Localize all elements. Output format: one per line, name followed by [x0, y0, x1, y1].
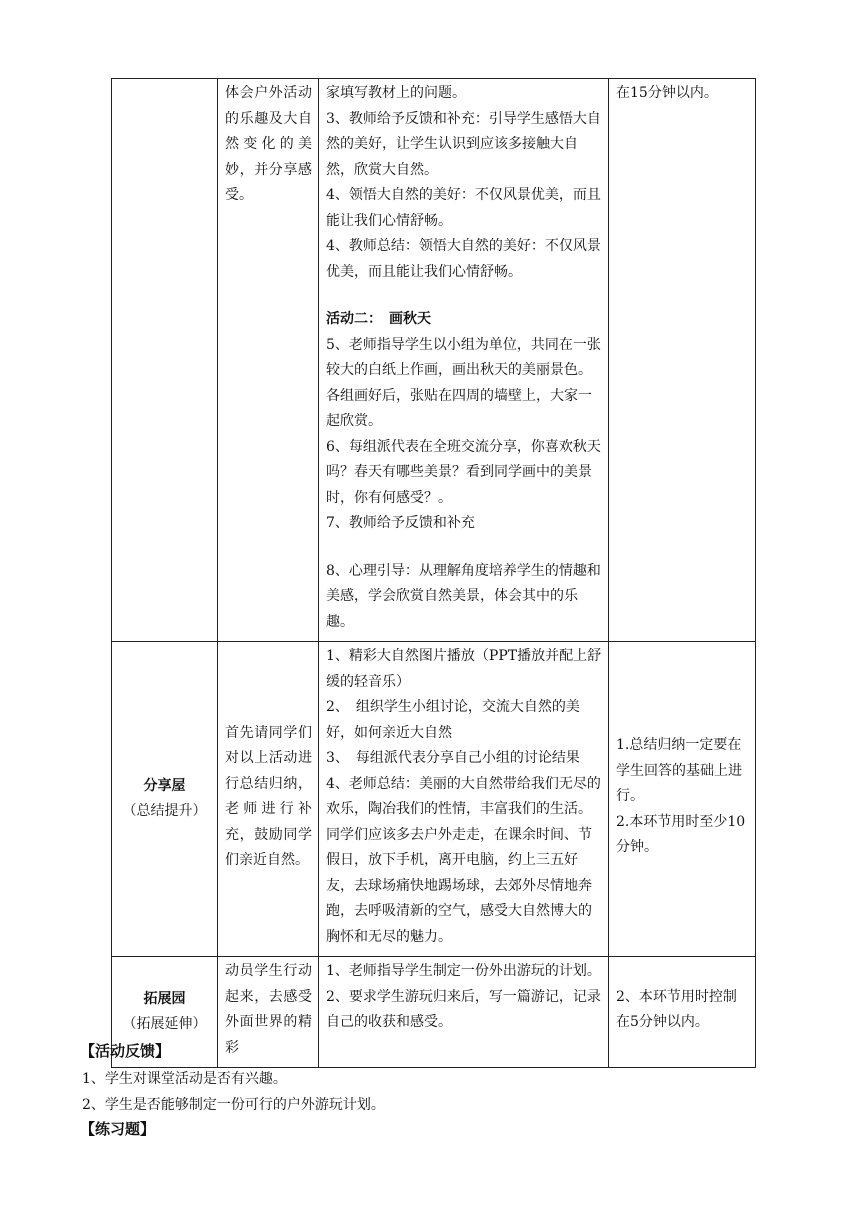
- goal-cell: 动员学生行动起来，去感受外面世界的精彩: [218, 957, 319, 1068]
- table-row-share: [112, 642, 756, 957]
- note-line: 1.总结归纳一定要在学生回答的基础上进行。: [616, 737, 742, 805]
- table-row-extend: [112, 957, 756, 1068]
- process-line: 4、领悟大自然的美好：不仅风景优美，而且能让我们心情舒畅。: [326, 187, 601, 229]
- lesson-plan-table: [111, 78, 756, 1068]
- section-name: 拓展园: [143, 990, 186, 1007]
- process-line: 5、老师指导学生以小组为单位，共同在一张较大的白纸上作画，画出秋天的美丽景色。各组画好后，张贴在四周的墙壁上，大家一起欣赏。: [326, 336, 601, 429]
- note-cell: 在15分钟以内。: [609, 79, 756, 642]
- process-line: 家填写教材上的问题。: [326, 85, 466, 101]
- activity-title: 活动二： 画秋天: [326, 311, 431, 327]
- process-line: 1、精彩大自然图片播放（PPT播放并配上舒缓的轻音乐）: [326, 648, 602, 690]
- section-subtitle: （总结提升）: [122, 803, 207, 819]
- process-cell: [319, 957, 609, 1068]
- process-line: 1、老师指导学生制定一份外出游玩的计划。: [326, 963, 601, 979]
- process-line: 4、教师总结：领悟大自然的美好：不仅风景优美，而且能让我们心情舒畅。: [326, 238, 601, 280]
- process-cell: [319, 79, 609, 642]
- feedback-heading: 【活动反馈】: [80, 1042, 171, 1060]
- goal-cell: 体会户外活动的乐趣及大自然变化的美妙，并分享感受。: [218, 79, 319, 642]
- feedback-item: 1、学生对课堂活动是否有兴趣。: [82, 1071, 287, 1087]
- process-line: 3、 每组派代表分享自己小组的讨论结果: [326, 750, 580, 766]
- note-cell: [609, 642, 756, 957]
- spacer: [326, 537, 602, 559]
- process-cell: [319, 642, 609, 957]
- process-line: 2、 组织学生小组讨论，交流大自然的美好，如何亲近大自然: [326, 699, 580, 741]
- spacer: [326, 285, 602, 307]
- process-line: 6、每组派代表在全班交流分享，你喜欢秋天吗？春天有哪些美景？看到同学画中的美景时，你有何感受？。: [326, 438, 601, 506]
- note-line: 2.本环节用时至少10分钟。: [616, 813, 746, 856]
- process-line: 8、心理引导：从理解角度培养学生的情趣和美感，学会欣赏自然美景，体会其中的乐趣。: [326, 562, 601, 630]
- process-line: 3、教师给予反馈和补充：引导学生感悟大自然的美好，让学生认识到应该多接触大自然，欣赏大自然。: [326, 110, 601, 178]
- section-subtitle: （拓展延伸）: [122, 1016, 207, 1032]
- process-line: 2、要求学生游玩归来后，写一篇游记，记录自己的收获和感受。: [326, 988, 601, 1030]
- exercises-heading: 【练习题】: [80, 1120, 156, 1138]
- section-cell-empty: [112, 79, 218, 642]
- note-cell: 2、本环节用时控制在5分钟以内。: [609, 957, 756, 1068]
- table-row-activity: [112, 79, 756, 642]
- goal-cell: 首先请同学们对以上活动进行总结归纳，老师进行补充，鼓励同学们亲近自然。: [218, 642, 319, 957]
- feedback-item: 2、学生是否能够制定一份可行的户外游玩计划。: [82, 1097, 385, 1113]
- process-line: 4、老师总结：美丽的大自然带给我们无尽的欢乐，陶冶我们的性情，丰富我们的生活。同学们应该多去户外走走，在课余时间、节假日，放下手机，离开电脑，约上三五好友，去球场痛快地踢场球，去郊外尽情地奔跑，去呼吸清新的空气，感受大自然博大的胸怀和无尽的魅力。: [326, 775, 601, 945]
- section-cell: [112, 642, 218, 957]
- process-line: 7、教师给予反馈和补充: [326, 515, 475, 531]
- section-name: 分享屋: [143, 777, 186, 794]
